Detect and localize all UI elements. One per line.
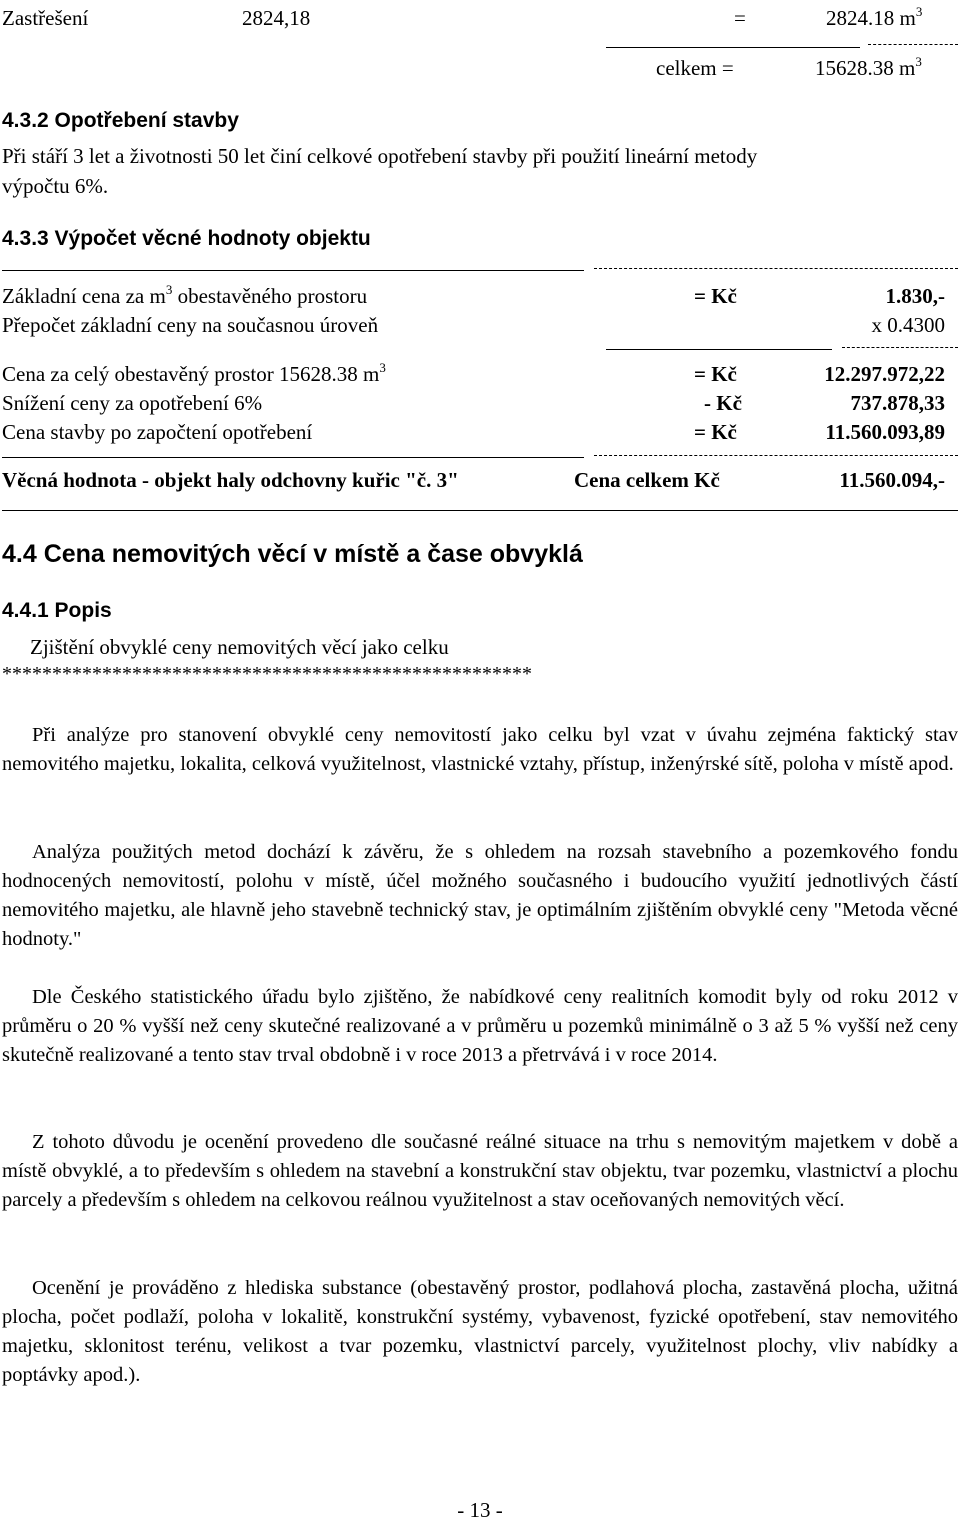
paragraph: Při analýze pro stanovení obvyklé ceny nemovitostí jako celku byl vzat v úvahu zejména faktický stav nemovitého majetku, lokalita, celková využitelnost, vlastnické vztahy, přístup, inženýrské sítě, poloha v místě apod.	[2, 724, 958, 775]
section-heading-432: 4.3.2 Opotřebení stavby	[2, 109, 239, 132]
stars-divider: *****************************************************	[2, 663, 532, 685]
paragraph: Ocenění je prováděno z hlediska substance (obestavěný prostor, podlahová plocha, zastavěná plocha, užitná plocha, počet podlaží, poloha v lokalitě, konstrukční systémy, vybavenost, fyzické opotřebení, stav nemovitého majetku, sklonitost terénu, velikost a tvar pozemku, vlastnictví parcely, využitelnost plochy, vliv nabídky a poptávky apod.).	[2, 1277, 958, 1386]
roof-result: 2824.18 $m^3$	[826, 4, 923, 30]
calc-row-op: = Kč	[694, 362, 737, 386]
divider-line	[2, 457, 584, 458]
sub-title: Zjištění obvyklé ceny nemovitých věcí jako celku	[30, 635, 449, 659]
result-op: Cena celkem Kč	[574, 468, 720, 492]
calc-row-value: 11.560.093,89	[825, 420, 945, 444]
dashed-divider	[868, 44, 958, 45]
calc-row-label: Základní cena za $m^3$ obestavěného prostoru	[2, 282, 368, 308]
dashed-divider	[594, 455, 958, 456]
section-heading-433: 4.3.3 Výpočet věcné hodnoty objektu	[2, 227, 371, 250]
paragraph: Z tohoto důvodu je ocenění provedeno dle současné reálné situace na trhu s nemovitým majetkem v době a místě obvyklé, a to především s ohledem na stavební a konstrukční stav objektu, tvar pozemku, vlastnictví a plochu parcely a především s ohledem na celkovou reálnou využitelnost a stav oceňovaných nemovitých věcí.	[2, 1131, 958, 1211]
result-label: Věcná hodnota - objekt haly odchovny kuřic "č. 3"	[2, 468, 459, 492]
calc-row-label: Přepočet základní ceny na současnou úroveň	[2, 313, 379, 337]
roof-value: 2824,18	[242, 6, 311, 30]
dashed-divider	[842, 347, 958, 348]
calc-row-label: Cena stavby po započtení opotřebení	[2, 420, 313, 444]
page-number: - 13 -	[457, 1498, 503, 1522]
wear-text-line1: Při stáří 3 let a životnosti 50 let činí celkové opotřebení stavby při použití lineární metody	[2, 144, 758, 168]
calc-row-op: = Kč	[694, 284, 737, 308]
divider-line	[606, 47, 860, 48]
paragraph: Analýza použitých metod dochází k závěru, že s ohledem na rozsah stavebního a pozemkového fondu hodnocených nemovitostí, polohu v místě, účel možného současného i budoucího využití jednotlivých částí nemovitého majetku, ale hlavně jeho stavebně technický stav, je optimálním zjištěním obvyklé ceny "Metoda věcné hodnoty."	[2, 841, 958, 950]
total-value: 15628.38 $m^3$	[815, 54, 922, 80]
total-label: celkem =	[656, 56, 734, 80]
calc-row-label: Snížení ceny za opotřebení 6%	[2, 391, 263, 415]
paragraph: Dle Českého statistického úřadu bylo zjištěno, že nabídkové ceny realitních komodit byly od roku 2012 v průměru o 20 % vyšší než ceny skutečné realizované a v průměru u pozemků minimálně o 3 až 5 % vyšší než ceny skutečně realizované a tento stav trval obdobně i v roce 2013 a přetrvává i v roce 2014.	[2, 986, 958, 1066]
calc-row-value: 1.830,-	[885, 284, 945, 308]
roof-label: Zastřešení	[2, 6, 89, 30]
calc-row-value: 12.297.972,22	[824, 362, 945, 386]
calc-row-op: = Kč	[694, 420, 737, 444]
dashed-divider	[594, 268, 958, 269]
roof-equals: =	[734, 6, 746, 30]
calc-row-value: 737.878,33	[850, 391, 945, 415]
section-heading-441: 4.4.1 Popis	[2, 599, 112, 622]
divider-line	[2, 510, 958, 511]
wear-text-line2: výpočtu 6%.	[2, 174, 109, 198]
section-heading-44: 4.4 Cena nemovitých věcí v místě a čase obvyklá	[2, 540, 583, 568]
divider-line	[606, 349, 832, 350]
calc-row-label: Cena za celý obestavěný prostor 15628.38 $m^3$	[2, 360, 386, 386]
result-value: 11.560.094,-	[839, 468, 945, 492]
calc-row-op: - Kč	[704, 391, 742, 415]
calc-row-value: x 0.4300	[871, 313, 945, 337]
divider-line	[2, 270, 584, 271]
